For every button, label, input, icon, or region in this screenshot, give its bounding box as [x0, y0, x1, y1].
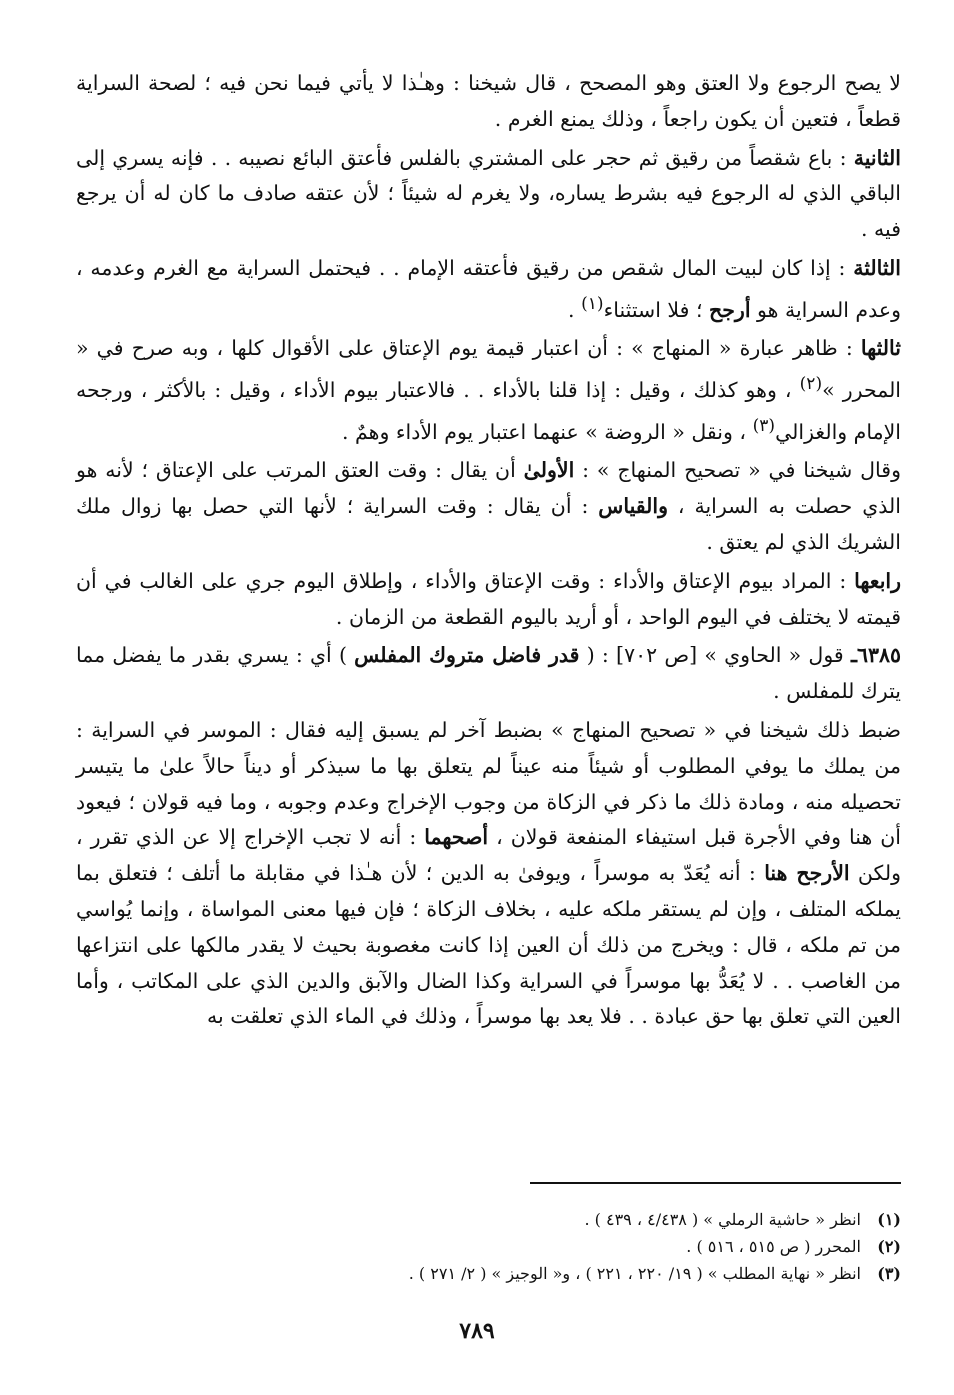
bold-term: ثالثها [860, 336, 901, 361]
text-run: لا يصح الرجوع ولا العتق وهو المصحح ، قال شيخنا : وهـٰذا لا يأتي فيما نحن فيه ؛ لصحة السراية قطعاً ، فتعين أن يكون راجعاً ، وذلك يمنع الغرم . [76, 71, 901, 131]
text-run: ، وهو كذلك ، وقيل : إذا قلنا بالأداء . . فالاعتبار بيوم الأداء ، وقيل : بالأكثر ، ورجحه الإمام والغزالي [76, 378, 901, 444]
bold-term: ٦٣٨٥ـ [850, 643, 902, 668]
text-run: وقال شيخنا في « تصحيح المنهاج » : [574, 458, 901, 483]
text-run: : إذا كان لبيت المال شقص من رقيق فأعتقه الإمام . . فيحتمل السراية مع الغرم وعدمه ، وعدم السراية هو [76, 255, 901, 322]
bold-term: الأرجح هنا [764, 861, 850, 886]
footnote-ref: (٢) [799, 374, 823, 395]
bold-term: والقياس [598, 494, 668, 519]
text-run: قول « الحاوي » [ص ٧٠٢] : ( [579, 643, 851, 668]
page-number: ٧٨٩ [459, 1318, 495, 1344]
bold-term: قدر فاضل متروك المفلس [354, 643, 580, 668]
bold-term: رابعها [854, 568, 901, 593]
footnotes [76, 1206, 901, 1287]
footnote [76, 1206, 901, 1233]
footnote [76, 1233, 901, 1260]
paragraph [76, 713, 901, 1035]
text-run: . [568, 297, 582, 322]
text-run: ) أي : يسري بقدر ما يفضل مما يترك للمفلس . [76, 643, 901, 704]
footnote-number: (١) [877, 1210, 901, 1229]
text-run: : أن يقال : وقت السراية ؛ لأنها التي حصل بها زوال ملك الشريك الذي لم يعتق . [76, 494, 901, 555]
text-run: أن يقال : وقت العتق المرتب على الإعتاق ؛ لأنه هو الذي حصلت به السراية ، [76, 458, 901, 519]
text-run: ضبط ذلك شيخنا في « تصحيح المنهاج » بضبط آخر لم يسبق إليه فقال : الموسر في السراية : من يملك ما يوفي المطلوب أو شيئاً منه عيناً لم يتعلق بها ما سيذكر أو ديناً حالاً علىٰ ما يتيسر تحصيله منه ، ومادة ذلك ما ذكر في الزكاة من وجوب الإخراج وعدم وجوبه ، وما فيه قولان ؛ فيعود أن هنا وفي الأجرة قبل استيفاء المنفعة قولان ، [76, 718, 901, 850]
paragraph [76, 453, 901, 560]
paragraph [76, 331, 901, 450]
bold-term: أصحهما [424, 825, 489, 850]
text-run: : ظاهر عبارة « المنهاج » : أن اعتبار قيمة يوم الإعتاق على الأقوال كلها ، وبه صرح في « المحرر » [76, 336, 902, 403]
footnote-text: انظر « حاشية الرملي » ( ٤/٤٣٨ ، ٤٣٩ ) . [584, 1210, 861, 1229]
footnote-number: (٣) [877, 1264, 901, 1283]
paragraph [76, 141, 901, 248]
text-run: : أنه يُعَدّ به موسراً ، ويوفىٰ به الدين ؛ لأن هـٰذا في مقابلة ما أتلف ؛ فتعلق بما يملكه المتلف ، وإن لم يستقر ملكه عليه ، بخلاف الزكاة ؛ فإن فيها معنى المواساة ، وإنما يُواسي من تم ملكه ، قال : ويخرج من ذلك أن العين إذا كانت مغصوبة بحيث لا يقدر مالكها على انتزاعها من الغاصب . . لا يُعَدُّ بها موسراً في السراية وكذا الضال والآبق والدين الذي على المكاتب ، وأما العين التي تعلق بها حق عبادة . . فلا يعد بها موسراً ، وذلك في الماء الذي تعلقت به [76, 861, 901, 1029]
footnote-text: انظر « نهاية المطلب » ( ١٩/ ٢٢٠ ، ٢٢١ ) ، و« الوجيز » ( ٢/ ٢٧١ ) . [408, 1264, 861, 1283]
footnote-separator [530, 1182, 901, 1184]
footnote-ref: (١) [581, 293, 604, 314]
footnote-number: (٢) [877, 1237, 901, 1256]
paragraph [76, 638, 901, 710]
bold-term: الثالثة [853, 255, 901, 280]
footnote [76, 1260, 901, 1287]
bold-term: أرجح [709, 297, 751, 322]
footnote-text: المحرر ( ص ٥١٥ ، ٥١٦ ) . [686, 1237, 861, 1256]
page-body [76, 66, 901, 1035]
paragraph [76, 564, 901, 636]
bold-term: الأولىٰ [523, 458, 575, 483]
text-run: : باع شقصاً من رقيق ثم حجر على المشتري بالفلس فأعتق البائع نصيبه . . فإنه يسري إلى الباقي الذي له الرجوع فيه بشرط يساره، ولا يغرم له شيئاً ؛ لأن عتقه صادف ما كان له أن يرجع فيه . [76, 145, 901, 242]
text-run: ، ونقل « الروضة » عنهما اعتبار يوم الأداء وهمٌ . [342, 419, 753, 444]
text-run: ؛ فلا استثناء [603, 297, 710, 322]
paragraph [76, 251, 901, 328]
paragraph [76, 66, 901, 138]
text-run: : المراد بيوم الإعتاق والأداء : وقت الإعتاق والأداء ، وإطلاق اليوم جري على الغالب في أن قيمته لا يختلف في اليوم الواحد ، أو أريد باليوم القطعة من الزمان . [76, 568, 901, 629]
footnote-ref: (٣) [752, 415, 776, 436]
bold-term: الثانية [853, 145, 901, 170]
text-run: : أنه لا تجب الإخراج إلا عن الذي تقرر ، ولكن [76, 825, 902, 886]
